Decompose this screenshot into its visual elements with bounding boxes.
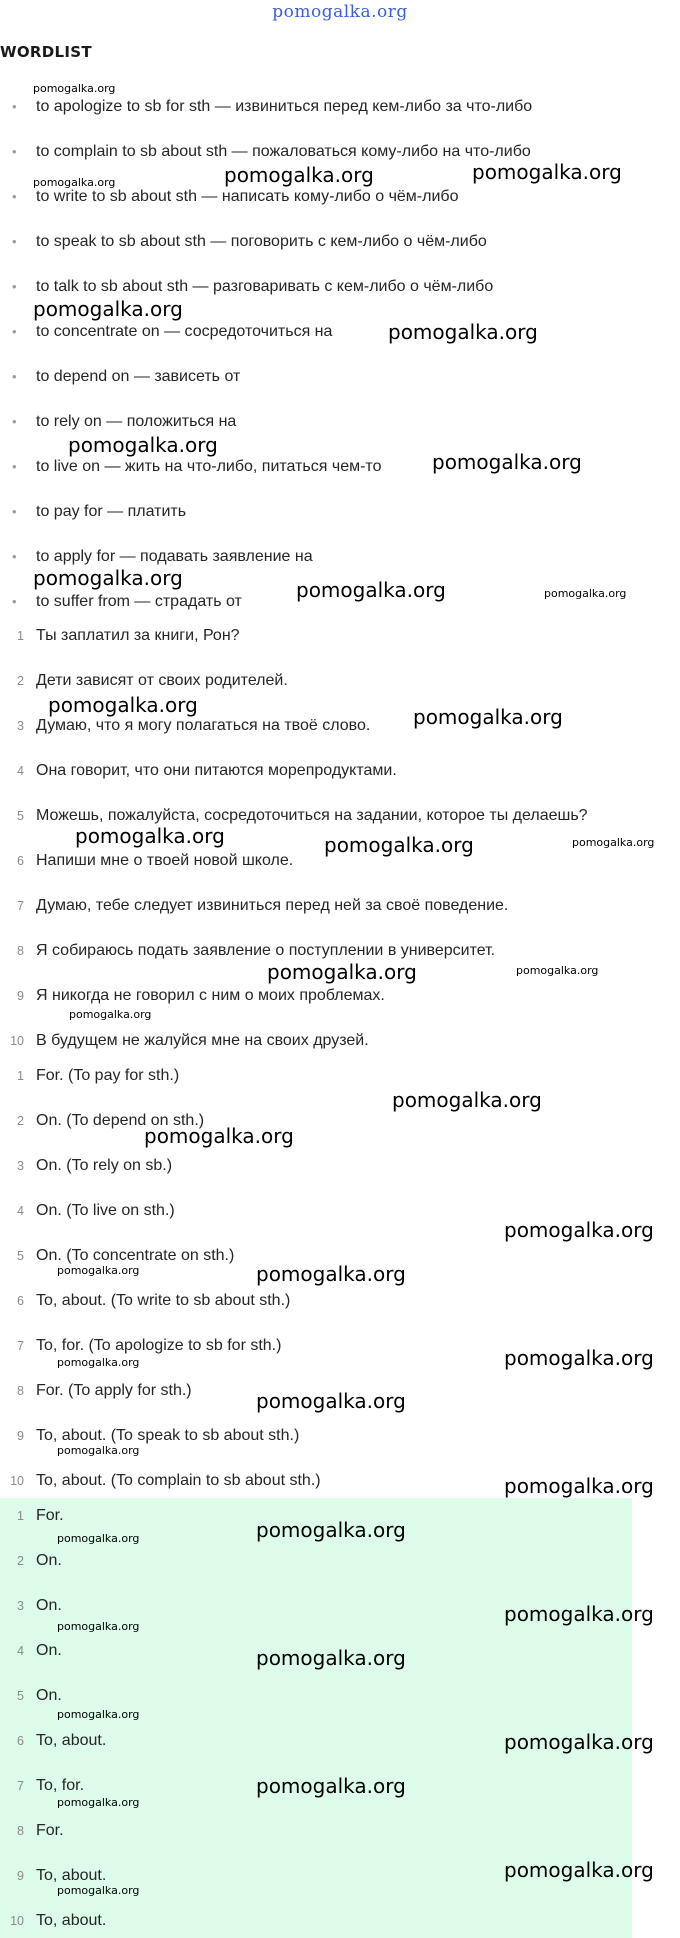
- item-number: 2: [17, 1114, 24, 1128]
- sentence-text: Думаю, что я могу полагаться на твоё слово.: [36, 717, 371, 734]
- bullet-icon: •: [12, 324, 17, 339]
- answer-short-text: To, about.: [36, 1732, 107, 1749]
- watermark: pomogalka.org: [324, 833, 474, 857]
- watermark: pomogalka.org: [267, 960, 417, 984]
- watermark: pomogalka.org: [144, 1124, 294, 1148]
- item-number: 10: [10, 1914, 24, 1928]
- wordlist-text: to pay for — платить: [36, 503, 187, 520]
- watermark: pomogalka.org: [57, 1796, 140, 1809]
- watermark: pomogalka.org: [516, 964, 599, 977]
- watermark: pomogalka.org: [504, 1474, 654, 1498]
- sentence-text: Она говорит, что они питаются морепродуктами.: [36, 762, 397, 779]
- answer-short-text: On.: [36, 1552, 62, 1569]
- wordlist-text: to concentrate on — сосредоточиться на: [36, 323, 333, 340]
- watermark: pomogalka.org: [572, 836, 655, 849]
- item-number: 4: [17, 1204, 24, 1218]
- item-number: 7: [17, 899, 24, 913]
- watermark: pomogalka.org: [33, 82, 116, 95]
- watermark: pomogalka.org: [75, 824, 225, 848]
- item-number: 9: [17, 1869, 24, 1883]
- item-number: 5: [17, 1689, 24, 1703]
- wordlist-text: to talk to sb about sth — разговаривать с кем-либо о чём-либо: [36, 278, 494, 295]
- wordlist-text: to speak to sb about sth — поговорить с кем-либо о чём-либо: [36, 233, 487, 250]
- item-number: 8: [17, 944, 24, 958]
- watermark: pomogalka.org: [504, 1218, 654, 1242]
- wordlist-text: to rely on — положиться на: [36, 413, 237, 430]
- sentence-text: Дети зависят от своих родителей.: [36, 672, 288, 689]
- item-number: 10: [10, 1034, 24, 1048]
- wordlist-text: to live on — жить на что-либо, питаться чем-то: [36, 458, 382, 475]
- answer-short-text: On.: [36, 1687, 62, 1704]
- answer-short-text: To, for.: [36, 1777, 85, 1794]
- watermark: pomogalka.org: [432, 450, 582, 474]
- item-number: 4: [17, 1644, 24, 1658]
- watermark: pomogalka.org: [256, 1774, 406, 1798]
- answer-full-text: To, for. (To apologize to sb for sth.): [36, 1337, 282, 1354]
- answer-full-text: To, about. (To speak to sb about sth.): [36, 1427, 300, 1444]
- item-number: 5: [17, 809, 24, 823]
- watermark: pomogalka.org: [544, 587, 627, 600]
- item-number: 8: [17, 1824, 24, 1838]
- answer-full-text: For. (To pay for sth.): [36, 1067, 180, 1084]
- watermark: pomogalka.org: [33, 176, 116, 189]
- item-number: 6: [17, 1734, 24, 1748]
- answer-full-text: On. (To concentrate on sth.): [36, 1247, 235, 1264]
- watermark: pomogalka.org: [504, 1346, 654, 1370]
- watermark: pomogalka.org: [224, 163, 374, 187]
- item-number: 10: [10, 1474, 24, 1488]
- bullet-icon: •: [12, 459, 17, 474]
- answer-full-text: For. (To apply for sth.): [36, 1382, 192, 1399]
- item-number: 1: [17, 1509, 24, 1523]
- sentence-text: Думаю, тебе следует извиниться перед ней за своё поведение.: [36, 897, 509, 914]
- answer-short-text: For.: [36, 1822, 64, 1839]
- answer-full-text: To, about. (To complain to sb about sth.): [36, 1472, 321, 1489]
- watermark: pomogalka.org: [57, 1532, 140, 1545]
- wordlist-text: to write to sb about sth — написать кому-либо о чём-либо: [36, 188, 459, 205]
- watermark: pomogalka.org: [68, 433, 218, 457]
- wordlist-text: to apologize to sb for sth — извиниться перед кем-либо за что-либо: [36, 98, 533, 115]
- watermark: pomogalka.org: [57, 1620, 140, 1633]
- watermark: pomogalka.org: [504, 1602, 654, 1626]
- watermark: pomogalka.org: [413, 705, 563, 729]
- watermark: pomogalka.org: [472, 160, 622, 184]
- watermark: pomogalka.org: [69, 1008, 152, 1021]
- watermark: pomogalka.org: [256, 1646, 406, 1670]
- answer-full-text: On. (To live on sth.): [36, 1202, 175, 1219]
- watermark: pomogalka.org: [57, 1264, 140, 1277]
- page-title: WORDLIST: [0, 43, 92, 61]
- item-number: 1: [17, 629, 24, 643]
- bullet-icon: •: [12, 144, 17, 159]
- answer-full-text: On. (To rely on sb.): [36, 1157, 173, 1174]
- watermark: pomogalka.org: [392, 1088, 542, 1112]
- answer-short-text: On.: [36, 1597, 62, 1614]
- answer-full-text: To, about. (To write to sb about sth.): [36, 1292, 291, 1309]
- watermark: pomogalka.org: [296, 578, 446, 602]
- item-number: 4: [17, 764, 24, 778]
- watermark: pomogalka.org: [57, 1884, 140, 1897]
- wordlist-text: to apply for — подавать заявление на: [36, 548, 313, 565]
- item-number: 7: [17, 1779, 24, 1793]
- bullet-icon: •: [12, 504, 17, 519]
- item-number: 7: [17, 1339, 24, 1353]
- bullet-icon: •: [12, 279, 17, 294]
- answer-full-text: On. (To depend on sth.): [36, 1112, 205, 1129]
- item-number: 6: [17, 854, 24, 868]
- watermark: pomogalka.org: [57, 1444, 140, 1457]
- item-number: 6: [17, 1294, 24, 1308]
- bullet-icon: •: [12, 99, 17, 114]
- item-number: 8: [17, 1384, 24, 1398]
- wordlist-text: to complain to sb about sth — пожаловаться кому-либо на что-либо: [36, 143, 531, 160]
- bullet-icon: •: [12, 369, 17, 384]
- sentence-text: Можешь, пожалуйста, сосредоточиться на задании, которое ты делаешь?: [36, 807, 588, 824]
- watermark: pomogalka.org: [504, 1730, 654, 1754]
- item-number: 3: [17, 719, 24, 733]
- bullet-icon: •: [12, 189, 17, 204]
- watermark: pomogalka.org: [504, 1858, 654, 1882]
- item-number: 1: [17, 1069, 24, 1083]
- watermark: pomogalka.org: [48, 693, 198, 717]
- bullet-icon: •: [12, 234, 17, 249]
- answer-short-text: For.: [36, 1507, 64, 1524]
- watermark: pomogalka.org: [256, 1262, 406, 1286]
- bullet-icon: •: [12, 594, 17, 609]
- sentence-text: Напиши мне о твоей новой школе.: [36, 852, 294, 869]
- item-number: 9: [17, 989, 24, 1003]
- sentence-text: Я никогда не говорил с ним о моих проблемах.: [36, 987, 385, 1004]
- item-number: 5: [17, 1249, 24, 1263]
- item-number: 3: [17, 1599, 24, 1613]
- site-logo[interactable]: pomogalka.org: [272, 2, 408, 22]
- watermark: pomogalka.org: [33, 297, 183, 321]
- watermark: pomogalka.org: [256, 1389, 406, 1413]
- bullet-icon: •: [12, 414, 17, 429]
- sentence-text: В будущем не жалуйся мне на своих друзей.: [36, 1032, 369, 1049]
- watermark: pomogalka.org: [256, 1518, 406, 1542]
- answer-short-text: To, about.: [36, 1867, 107, 1884]
- item-number: 2: [17, 674, 24, 688]
- answer-short-text: To, about.: [36, 1912, 107, 1929]
- sentence-text: Ты заплатил за книги, Рон?: [36, 627, 240, 644]
- sentence-text: Я собираюсь подать заявление о поступлении в университет.: [36, 942, 496, 959]
- item-number: 9: [17, 1429, 24, 1443]
- wordlist-text: to suffer from — страдать от: [36, 593, 242, 610]
- wordlist-text: to depend on — зависеть от: [36, 368, 241, 385]
- item-number: 3: [17, 1159, 24, 1173]
- watermark: pomogalka.org: [388, 320, 538, 344]
- bullet-icon: •: [12, 549, 17, 564]
- answer-short-text: On.: [36, 1642, 62, 1659]
- watermark: pomogalka.org: [33, 566, 183, 590]
- watermark: pomogalka.org: [57, 1356, 140, 1369]
- watermark: pomogalka.org: [57, 1708, 140, 1721]
- item-number: 2: [17, 1554, 24, 1568]
